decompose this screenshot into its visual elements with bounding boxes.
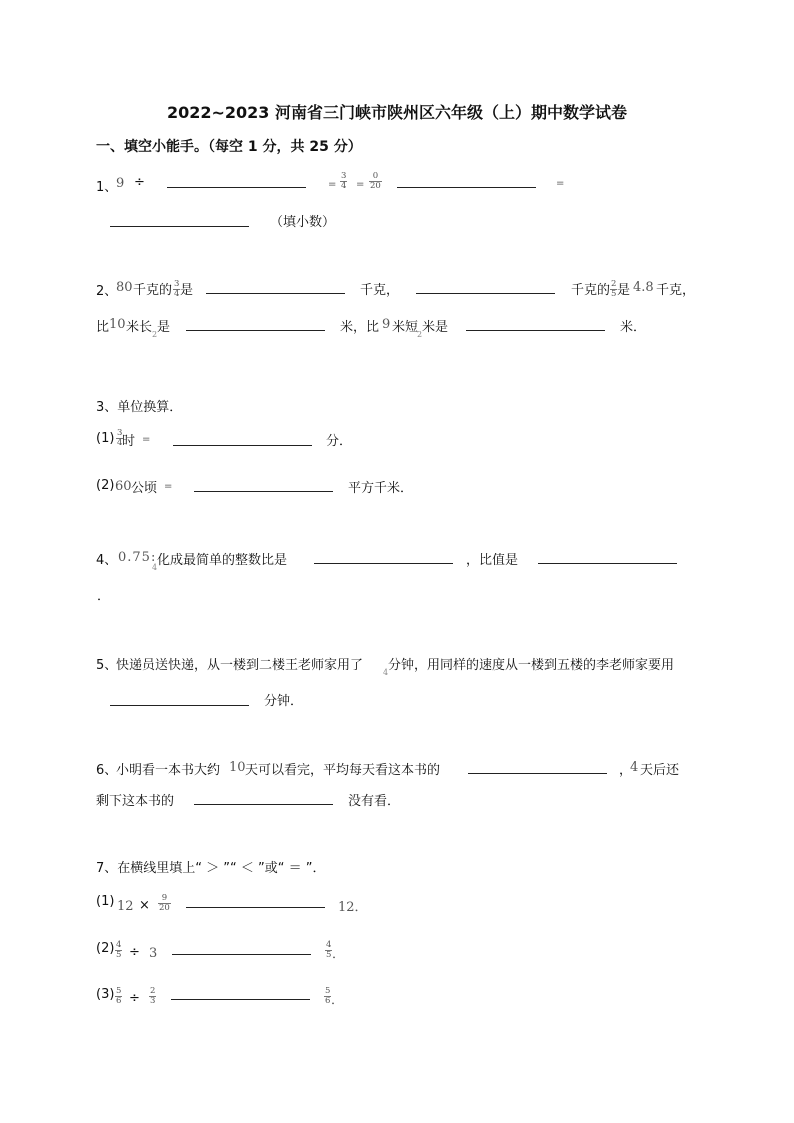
- q3-title: 3、单位换算．: [96, 400, 183, 415]
- q7-part-3-label: (3): [96, 987, 115, 1002]
- q4-ratio-value: 0.75:: [118, 550, 157, 565]
- q7-part-2-divide: ÷: [129, 945, 140, 960]
- q2-blank-3[interactable]: [186, 330, 325, 331]
- q2-blank-1[interactable]: [206, 293, 345, 294]
- q6-value-10: 10: [229, 760, 246, 775]
- q5-text-2: 分钟，用同样的速度从一楼到五楼的李老师家要用: [388, 658, 675, 673]
- q2-blank-4[interactable]: [466, 330, 605, 331]
- q7-part-2-dot: ．: [332, 947, 346, 962]
- q1-equals-1: =: [328, 179, 337, 190]
- q6-number: 6、: [96, 763, 118, 778]
- q1-blank-3[interactable]: [110, 226, 249, 227]
- q2-text-3: 千克的: [571, 283, 611, 298]
- q5-number: 5、: [96, 658, 118, 673]
- q4-blank-1[interactable]: [314, 563, 453, 564]
- q2-value-4-8: 4.8: [633, 280, 654, 295]
- q6-blank-1[interactable]: [468, 773, 607, 774]
- q2-unit-1: 千克，: [360, 283, 400, 298]
- page-title: 2022~2023 河南省三门峡市陕州区六年级（上）期中数学试卷: [166, 103, 628, 122]
- q7-part-1-fraction: $\frac{9}{20}$: [159, 893, 170, 913]
- q7-part-1-label: (1): [96, 894, 115, 909]
- q3-part-1-label: (1): [96, 431, 115, 446]
- q3-part-2-label: (2): [96, 478, 115, 493]
- q2-value-9: 9: [382, 317, 391, 332]
- q1-equals-2: =: [356, 179, 365, 190]
- q4-number: 4、: [96, 553, 118, 568]
- q7-part-3-divide: ÷: [129, 991, 140, 1006]
- q1-blank-2[interactable]: [397, 187, 536, 188]
- q5-blank-1[interactable]: [110, 705, 249, 706]
- section-heading: 一、填空小能手。（每空 1 分，共 25 分）: [96, 139, 362, 155]
- q2-text-2: 是: [180, 283, 194, 298]
- q5-fraction-denominator: 4: [383, 668, 389, 677]
- q3-part-1-unit: 分．: [326, 434, 353, 449]
- q6-blank-2[interactable]: [194, 804, 333, 805]
- q2-unit-3: 米．: [620, 320, 647, 335]
- q7-part-3-fraction-left: $\frac{5}{6}$: [116, 986, 122, 1006]
- q3-value-60: 60: [115, 479, 132, 494]
- q3-unit-hour: 时: [122, 434, 136, 449]
- q2-text-9: 米是: [422, 320, 449, 335]
- q2-text-5: 比: [96, 320, 110, 335]
- q3-blank-2[interactable]: [194, 491, 333, 492]
- q6-text-4: 天后还: [640, 763, 680, 778]
- q2-value-10: 10: [109, 317, 126, 332]
- q2-text-1: 千克的: [133, 283, 173, 298]
- q1-fraction-2: $\frac{0}{20}$: [370, 171, 381, 191]
- q1-equals-3: =: [556, 178, 565, 189]
- q7-blank-2[interactable]: [172, 954, 311, 955]
- q7-blank-1[interactable]: [186, 907, 325, 908]
- q1-divide-sign: ÷: [134, 175, 145, 190]
- q1-number: 1、: [96, 180, 118, 195]
- q2-text-6: 米长: [126, 320, 153, 335]
- q5-text-1: 快递员送快递，从一楼到二楼王老师家用了: [116, 658, 364, 673]
- q4-fraction-denominator: 4: [152, 563, 158, 572]
- q7-part-2-three: 3: [149, 946, 158, 961]
- q3-equals-1: =: [142, 434, 151, 445]
- q2-fraction-4-denominator: 2: [417, 330, 423, 339]
- q7-part-2-fraction-left: $\frac{4}{5}$: [116, 940, 122, 960]
- q2-text-is: 是: [617, 283, 631, 298]
- q7-part-3-fraction-divisor: $\frac{2}{3}$: [150, 986, 156, 1006]
- q2-unit-2: 米，比: [340, 320, 380, 335]
- q2-fraction-1: $\frac{3}{4}$: [174, 279, 180, 299]
- q2-blank-2[interactable]: [416, 293, 555, 294]
- q6-text-5: 剩下这本书的: [96, 794, 175, 809]
- q6-value-4: 4: [630, 760, 639, 775]
- q4-blank-2[interactable]: [538, 563, 677, 564]
- q2-fraction-3-denominator: 2: [152, 330, 158, 339]
- q6-text-3: ，: [619, 763, 633, 778]
- q6-text-6: 没有看．: [348, 794, 401, 809]
- q2-number: 2、: [96, 284, 118, 299]
- q7-part-1-twelve: 12: [117, 899, 134, 914]
- q7-blank-3[interactable]: [171, 999, 310, 1000]
- q6-text-1: 小明看一本书大约: [116, 763, 221, 778]
- q7-part-2-label: (2): [96, 941, 115, 956]
- q2-text-7: 是: [157, 320, 171, 335]
- q1-dividend: 9: [116, 176, 125, 191]
- q7-part-3-dot: ．: [331, 993, 345, 1008]
- q7-part-1-right: 12．: [338, 900, 368, 915]
- q3-unit-hectare: 公顷: [131, 481, 158, 496]
- q1-note: （填小数）: [270, 215, 336, 230]
- q2-value-80: 80: [116, 280, 133, 295]
- q7-part-1-times: ×: [139, 898, 150, 913]
- q5-text-3: 分钟．: [264, 694, 304, 709]
- q3-fraction: $\frac{3}{4}$: [117, 428, 123, 448]
- q7-part-3-fraction-right: $\frac{5}{6}$: [325, 986, 331, 1006]
- q2-text-8: 米短: [392, 320, 419, 335]
- q4-text-1: 化成最简单的整数比是: [157, 553, 288, 568]
- q7-title: 7、在横线里填上“ ＞ ”“ ＜ ”或“ ＝ ”．: [96, 861, 326, 876]
- q7-part-2-fraction-right: $\frac{4}{5}$: [326, 940, 332, 960]
- q6-text-2: 天可以看完，平均每天看这本书的: [245, 763, 441, 778]
- q2-text-4: 千克，: [656, 283, 696, 298]
- q4-text-2: ，比值是: [466, 553, 519, 568]
- q4-end-dot: ．: [97, 589, 111, 604]
- q3-part-2-unit: 平方千米．: [348, 481, 414, 496]
- q3-blank-1[interactable]: [173, 445, 312, 446]
- q1-blank-1[interactable]: [167, 187, 306, 188]
- q2-fraction-2: $\frac{2}{5}$: [611, 279, 617, 299]
- q3-equals-2: =: [164, 481, 173, 492]
- q1-fraction-1: $\frac{3}{4}$: [341, 171, 347, 191]
